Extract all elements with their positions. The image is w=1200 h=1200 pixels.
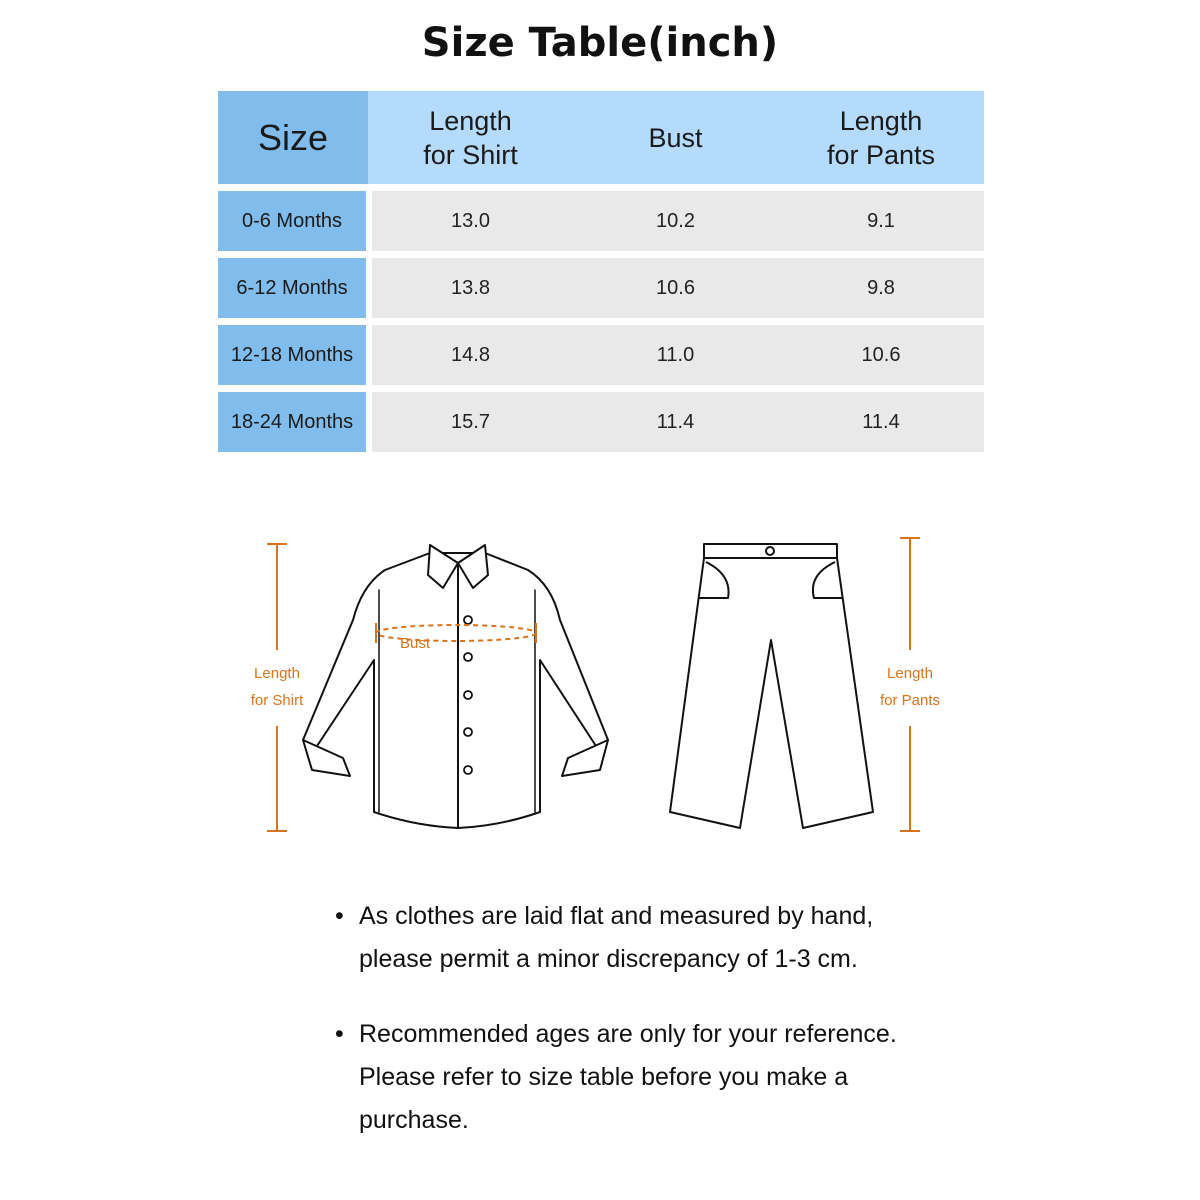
table-header [218,91,984,184]
shirt-icon [303,545,608,828]
pants-icon [670,544,873,828]
table-row [218,258,984,318]
note-line: Please refer to size table before you make a [359,1063,849,1091]
row-size-label: 0-6 Months [218,191,366,251]
note-item [335,895,955,981]
cell-shirt-length: 15.7 [451,410,490,433]
table-row [218,392,984,452]
note-item [335,1013,955,1142]
cell-shirt-length: 14.8 [451,343,490,366]
row-size-label: 12-18 Months [218,325,366,385]
cell-pants-length: 11.4 [862,410,900,433]
pants-length-label-line2: for Pants [879,692,941,709]
pants-length-measure [900,538,920,831]
note-line: please permit a minor discrepancy of 1-3 cm. [359,945,858,973]
header-length-pants: Length for Pants [826,105,936,170]
cell-shirt-length: 13.0 [451,209,490,232]
bullet: • [335,902,344,930]
pants-length-label-line1: Length [887,665,933,682]
table-row [218,325,984,385]
cell-shirt-length: 13.8 [451,276,490,299]
cell-bust: 11.4 [656,410,695,433]
row-size-label: 6-12 Months [218,258,366,318]
shirt-length-label-line1: Length [254,665,300,682]
page-title: Size Table(inch) [421,20,779,66]
shirt-length-label-line2: for Shirt [250,692,304,709]
cell-pants-length: 9.1 [867,209,895,232]
row-size-label: 18-24 Months [218,392,366,452]
header-bust: Bust [648,122,703,153]
bullet: • [335,1020,344,1048]
header-length-shirt: Length for Shirt [423,105,518,170]
cell-bust: 11.0 [656,343,695,366]
cell-bust: 10.2 [656,209,695,232]
measurement-diagram [0,530,1200,850]
bust-label: Bust [399,635,431,652]
table-row [218,191,984,251]
note-line: purchase. [359,1106,469,1134]
notes [335,895,955,1142]
note-line: Recommended ages are only for your reference. [359,1020,897,1048]
cell-pants-length: 10.6 [861,343,901,366]
note-line: As clothes are laid flat and measured by hand, [359,902,874,930]
cell-pants-length: 9.8 [867,276,895,299]
header-size: Size [218,91,368,184]
cell-bust: 10.6 [656,276,695,299]
shirt-length-measure [267,544,287,831]
